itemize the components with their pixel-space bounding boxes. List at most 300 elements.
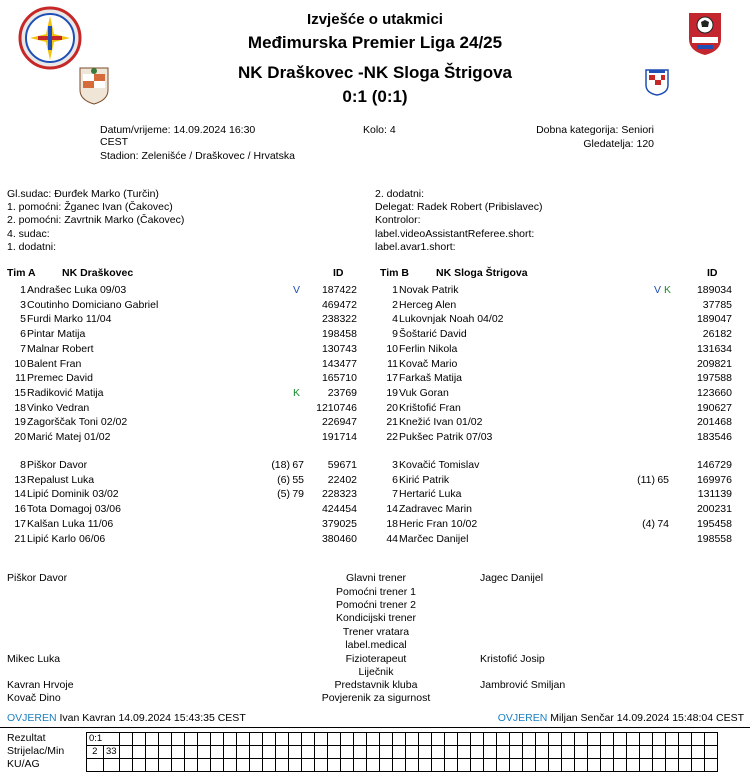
grid-cell — [575, 746, 588, 759]
official-left-3: 4. sudac: — [7, 228, 50, 240]
player-id: 26182 — [702, 328, 732, 341]
player-row — [372, 473, 742, 487]
player-number: 17 — [14, 517, 26, 530]
grid-cell — [588, 759, 601, 772]
player-id: 198558 — [696, 532, 732, 545]
player-name: Heric Fran 10/02 — [399, 517, 478, 530]
grid-cell — [103, 759, 120, 772]
grid-cell — [536, 746, 549, 759]
player-row — [0, 312, 370, 326]
player-id: 198458 — [321, 328, 357, 341]
grid-cell — [367, 746, 380, 759]
grid-cell — [185, 733, 198, 746]
goalkeeper-marker: V — [293, 284, 301, 296]
verified-label: OVJEREN — [7, 712, 57, 724]
grid-cell — [432, 733, 445, 746]
player-id: 187422 — [321, 284, 357, 296]
player-row — [0, 342, 370, 356]
grid-cell — [562, 733, 575, 746]
player-number: 4 — [392, 313, 398, 326]
grid-cell — [380, 733, 393, 746]
grid-cell — [133, 746, 146, 759]
team-b-id-header: ID — [707, 267, 718, 279]
grid-cell — [276, 733, 289, 746]
player-row — [372, 430, 742, 444]
player-row — [372, 401, 742, 415]
player-row — [0, 283, 370, 297]
home-security: Kovač Dino — [7, 692, 61, 704]
player-name: Marčec Danijel — [399, 532, 469, 545]
spectators: Gledatelja: 120 — [583, 138, 654, 150]
grid-cell — [185, 759, 198, 772]
player-number: 17 — [386, 372, 398, 385]
scorer-number: 2 — [87, 746, 104, 759]
report-title: Izvješće o utakmici — [307, 11, 443, 28]
player-id: 380460 — [321, 532, 357, 545]
grid-cell — [666, 759, 679, 772]
player-row — [0, 517, 370, 531]
player-id: 23769 — [327, 386, 357, 399]
grid-cell — [640, 733, 653, 746]
substituted-for: (5) — [277, 488, 290, 501]
grid-cell — [211, 733, 224, 746]
grid-cell — [276, 759, 289, 772]
grid-cell — [328, 733, 341, 746]
grid-cell — [133, 759, 146, 772]
grid-cell — [198, 759, 211, 772]
scorer-minute: 33 — [103, 746, 120, 759]
grid-cell — [289, 759, 302, 772]
away-physio: Kristofić Josip — [480, 653, 545, 665]
player-name: Furdi Marko 11/04 — [27, 313, 112, 326]
player-number: 7 — [20, 342, 26, 355]
sub-minute: 74 — [657, 517, 669, 530]
team-a-name: NK Draškovec — [62, 267, 134, 279]
match-datetime: Datum/vrijeme: 14.09.2024 16:30 — [100, 124, 256, 136]
player-number: 15 — [14, 386, 26, 399]
grid-cell — [263, 733, 276, 746]
match-round: Kolo: 4 — [363, 124, 396, 136]
verified-label: OVJEREN — [497, 712, 548, 724]
grid-cell — [289, 746, 302, 759]
grid-cell — [289, 733, 302, 746]
player-number: 18 — [14, 401, 26, 414]
grid-cell — [549, 733, 562, 746]
grid-cell — [198, 733, 211, 746]
player-name: Malnar Robert — [27, 342, 94, 355]
grid-row — [87, 759, 718, 772]
team-a-label: Tim A — [7, 267, 36, 279]
player-row — [0, 415, 370, 429]
grid-row — [87, 733, 718, 746]
player-row — [0, 473, 370, 487]
player-id: 190627 — [696, 401, 732, 414]
grid-cell — [471, 746, 484, 759]
grid-cell — [497, 746, 510, 759]
player-name: Andrašec Luka 09/03 — [27, 284, 127, 296]
grid-cell — [302, 733, 315, 746]
grid-cell — [367, 759, 380, 772]
player-name: Šoštarić David — [399, 328, 467, 341]
player-id: 1210746 — [316, 401, 357, 414]
player-number: 14 — [14, 488, 26, 501]
sub-minute: 79 — [292, 488, 304, 501]
grid-cell — [315, 759, 328, 772]
grid-cell — [211, 759, 224, 772]
player-name: Farkaš Matija — [399, 372, 463, 385]
player-number: 8 — [20, 459, 26, 471]
goalkeeper-marker: V — [654, 284, 662, 296]
player-name: Zagorščak Toni 02/02 — [27, 416, 128, 429]
player-row — [372, 532, 742, 546]
grid-cell — [497, 733, 510, 746]
grid-cell — [614, 733, 627, 746]
grid-cell — [146, 759, 159, 772]
away-club-rep: Jambrović Smiljan — [480, 679, 566, 691]
official-right-0: 2. dodatni: — [375, 188, 425, 200]
player-name: Coutinho Domiciano Gabriel — [27, 298, 159, 311]
grid-cell — [588, 733, 601, 746]
grid-cell — [627, 759, 640, 772]
grid-cell — [484, 746, 497, 759]
grid-cell — [471, 733, 484, 746]
home-club-rep: Kavran Hrvoje — [7, 679, 74, 691]
grid-cell — [419, 759, 432, 772]
grid-cell — [497, 759, 510, 772]
player-number: 16 — [14, 503, 26, 516]
grid-cell — [692, 759, 705, 772]
player-row — [372, 342, 742, 356]
player-number: 3 — [392, 459, 398, 471]
grid-cell — [159, 759, 172, 772]
player-number: 3 — [20, 298, 26, 311]
team-b-label: Tim B — [380, 267, 409, 279]
official-right-2: Kontrolor: — [375, 214, 421, 226]
player-id: 200231 — [696, 503, 732, 516]
grid-cell — [432, 759, 445, 772]
grid-cell — [250, 733, 263, 746]
grid-cell — [445, 759, 458, 772]
grid-cell — [328, 746, 341, 759]
grid-cell — [640, 746, 653, 759]
player-row — [0, 371, 370, 385]
player-number: 11 — [15, 372, 26, 385]
scorer-label: Strijelac/Min — [7, 745, 65, 757]
match-score: 0:1 (0:1) — [342, 87, 408, 106]
team-a-id-header: ID — [333, 267, 344, 279]
player-name: Radiković Matija — [27, 386, 104, 399]
substituted-for: (6) — [277, 473, 290, 486]
player-row — [372, 283, 742, 297]
grid-cell — [120, 746, 133, 759]
captain-marker: K — [664, 284, 672, 296]
grid-cell — [575, 759, 588, 772]
player-number: 21 — [14, 532, 26, 545]
player-id: 189034 — [696, 284, 732, 296]
player-number: 1 — [20, 284, 26, 296]
grid-cell — [237, 746, 250, 759]
result-grid — [86, 732, 718, 772]
player-row — [372, 371, 742, 385]
home-physio: Mikec Luka — [7, 653, 61, 665]
grid-cell — [393, 746, 406, 759]
captain-marker: K — [293, 386, 301, 399]
staff-role: Povjerenik za sigurnost — [321, 692, 431, 704]
grid-cell — [237, 759, 250, 772]
player-id: 165710 — [321, 372, 357, 385]
player-row — [372, 415, 742, 429]
home-head-coach: Piškor Davor — [7, 572, 68, 584]
player-row — [372, 298, 742, 312]
grid-cell — [198, 746, 211, 759]
player-name: Zadravec Marin — [399, 503, 472, 516]
grid-cell — [601, 733, 614, 746]
grid-cell — [679, 759, 692, 772]
grid-cell — [146, 733, 159, 746]
player-number: 7 — [392, 488, 398, 501]
grid-cell — [523, 746, 536, 759]
player-number: 6 — [20, 328, 26, 341]
grid-cell — [445, 746, 458, 759]
grid-cell — [562, 746, 575, 759]
player-number: 11 — [387, 357, 398, 370]
player-marker — [654, 283, 671, 297]
player-number: 13 — [14, 473, 26, 486]
grid-cell — [172, 759, 185, 772]
player-name: Kovačić Tomislav — [399, 459, 480, 471]
player-id: 201468 — [696, 416, 732, 429]
staff-role: Pomoćni trener 1 — [336, 586, 416, 598]
grid-cell — [146, 746, 159, 759]
match-title: NK Draškovec -NK Sloga Štrigova — [238, 63, 512, 82]
grid-cell — [419, 733, 432, 746]
player-id: 189047 — [696, 313, 732, 326]
player-name: Kirić Patrik — [399, 473, 450, 486]
staff-role: Glavni trener — [345, 572, 407, 584]
staff-role: Liječnik — [358, 666, 394, 678]
grid-cell — [653, 733, 666, 746]
player-row — [0, 487, 370, 501]
player-number: 6 — [392, 473, 398, 486]
player-row — [0, 502, 370, 516]
verified-by: Miljan Senčar 14.09.2024 15:48:04 CEST — [550, 712, 744, 724]
player-row — [372, 502, 742, 516]
player-row — [0, 458, 370, 472]
player-id: 197588 — [696, 372, 732, 385]
grid-cell — [601, 759, 614, 772]
grid-cell — [172, 733, 185, 746]
player-name: Knežić Ivan 01/02 — [399, 416, 483, 429]
player-name: Novak Patrik — [399, 284, 459, 296]
player-id: 143477 — [321, 357, 357, 370]
player-name: Lukovnjak Noah 04/02 — [399, 313, 504, 326]
away-verification — [498, 712, 744, 724]
grid-cell — [159, 733, 172, 746]
substituted-for: (18) — [271, 459, 290, 471]
match-stadium: Stadion: Zelenišće / Draškovec / Hrvatska — [100, 150, 295, 162]
grid-cell — [614, 746, 627, 759]
divider — [0, 727, 750, 728]
grid-cell — [263, 746, 276, 759]
grid-cell — [315, 733, 328, 746]
player-name: Piškor Davor — [27, 459, 88, 471]
player-name: Premec David — [27, 372, 93, 385]
player-name: Vinko Vedran — [27, 401, 90, 414]
grid-cell — [445, 733, 458, 746]
player-id: 130743 — [321, 342, 357, 355]
player-row — [0, 298, 370, 312]
player-number: 20 — [386, 401, 398, 414]
grid-cell — [627, 733, 640, 746]
grid-cell — [341, 733, 354, 746]
player-number: 44 — [386, 532, 398, 545]
grid-cell — [185, 746, 198, 759]
player-id: 123660 — [696, 386, 732, 399]
player-id: 131634 — [696, 342, 732, 355]
player-number: 9 — [392, 328, 398, 341]
grid-cell — [406, 759, 419, 772]
grid-cell — [224, 733, 237, 746]
grid-cell — [315, 746, 328, 759]
player-row — [0, 532, 370, 546]
sub-minute: 55 — [292, 473, 304, 486]
player-number: 21 — [386, 416, 398, 429]
grid-cell — [341, 746, 354, 759]
player-id: 469472 — [321, 298, 357, 311]
grid-cell — [536, 733, 549, 746]
verified-by: Ivan Kavran 14.09.2024 15:43:35 CEST — [59, 712, 246, 724]
official-right-3: label.videoAssistantReferee.short: — [375, 228, 535, 240]
grid-cell — [458, 733, 471, 746]
grid-cell — [549, 759, 562, 772]
staff-role: Fizioterapeut — [345, 653, 407, 665]
league-name: Međimurska Premier Liga 24/25 — [247, 33, 503, 52]
sub-minute: 67 — [292, 459, 304, 471]
result-cell: 0:1 — [87, 733, 120, 746]
grid-cell — [523, 733, 536, 746]
home-verification — [7, 712, 246, 724]
player-row — [372, 357, 742, 371]
team-b-name: NK Sloga Štrigova — [436, 267, 528, 279]
grid-cell — [393, 733, 406, 746]
player-row — [0, 357, 370, 371]
player-name: Ferlin Nikola — [399, 342, 458, 355]
grid-cell — [458, 746, 471, 759]
player-name: Herceg Alen — [399, 298, 457, 311]
player-id: 169976 — [696, 473, 732, 486]
grid-cell — [692, 746, 705, 759]
grid-cell — [120, 733, 133, 746]
player-id: 22402 — [327, 473, 357, 486]
player-id: 379025 — [321, 517, 357, 530]
grid-cell — [458, 759, 471, 772]
player-number: 1 — [392, 284, 398, 296]
grid-cell — [419, 746, 432, 759]
grid-cell — [263, 759, 276, 772]
player-id: 228323 — [321, 488, 357, 501]
grid-cell — [367, 733, 380, 746]
player-name: Balent Fran — [27, 357, 82, 370]
grid-cell — [250, 759, 263, 772]
player-id: 195458 — [696, 517, 732, 530]
player-row — [372, 386, 742, 400]
grid-cell — [510, 746, 523, 759]
player-id: 424454 — [321, 503, 357, 516]
player-number: 19 — [14, 416, 26, 429]
grid-cell — [562, 759, 575, 772]
grid-cell — [549, 746, 562, 759]
grid-cell — [172, 746, 185, 759]
player-number: 2 — [392, 298, 398, 311]
player-name: Kovač Mario — [399, 357, 458, 370]
player-name: Repalust Luka — [27, 473, 95, 486]
player-name: Krištofić Fran — [399, 401, 461, 414]
grid-cell — [354, 746, 367, 759]
grid-cell — [406, 733, 419, 746]
player-number: 10 — [14, 357, 26, 370]
player-id: 131139 — [697, 488, 732, 501]
player-name: Tota Domagoj 03/06 — [27, 503, 121, 516]
player-name: Marić Matej 01/02 — [27, 431, 111, 443]
grid-cell — [302, 746, 315, 759]
grid-cell — [627, 746, 640, 759]
grid-cell — [588, 746, 601, 759]
official-left-2: 2. pomoćni: Zavrtnik Marko (Čakovec) — [7, 214, 185, 226]
grid-cell — [432, 746, 445, 759]
cards-label: KU/AG — [7, 758, 40, 770]
staff-role: Kondicijski trener — [336, 612, 416, 624]
grid-cell — [692, 733, 705, 746]
staff-role: Pomoćni trener 2 — [336, 599, 416, 611]
staff-role: Predstavnik kluba — [334, 679, 418, 691]
grid-cell — [380, 746, 393, 759]
grid-cell — [705, 759, 718, 772]
player-number: 20 — [14, 431, 26, 443]
player-id: 37785 — [702, 298, 732, 311]
player-row — [372, 517, 742, 531]
grid-cell — [211, 746, 224, 759]
grid-cell — [614, 759, 627, 772]
grid-cell — [380, 759, 393, 772]
player-row — [372, 327, 742, 341]
away-head-coach: Jagec Danijel — [480, 572, 544, 584]
player-id: 146729 — [696, 459, 732, 471]
grid-cell — [484, 759, 497, 772]
grid-cell — [653, 746, 666, 759]
grid-cell — [224, 759, 237, 772]
player-number: 5 — [20, 313, 26, 326]
grid-cell — [302, 759, 315, 772]
grid-cell — [471, 759, 484, 772]
grid-cell — [159, 746, 172, 759]
match-timezone: CEST — [100, 136, 129, 148]
player-row — [0, 327, 370, 341]
grid-cell — [640, 759, 653, 772]
official-right-1: Delegat: Radek Robert (Pribislavec) — [375, 201, 543, 213]
grid-cell — [666, 746, 679, 759]
player-number: 14 — [386, 503, 398, 516]
player-row — [0, 386, 370, 400]
grid-cell — [523, 759, 536, 772]
grid-cell — [341, 759, 354, 772]
grid-row — [87, 746, 718, 759]
grid-cell — [328, 759, 341, 772]
result-label: Rezultat — [7, 732, 46, 744]
grid-cell — [393, 759, 406, 772]
player-row — [372, 458, 742, 472]
player-id: 183546 — [696, 431, 732, 443]
player-number: 10 — [386, 342, 398, 355]
